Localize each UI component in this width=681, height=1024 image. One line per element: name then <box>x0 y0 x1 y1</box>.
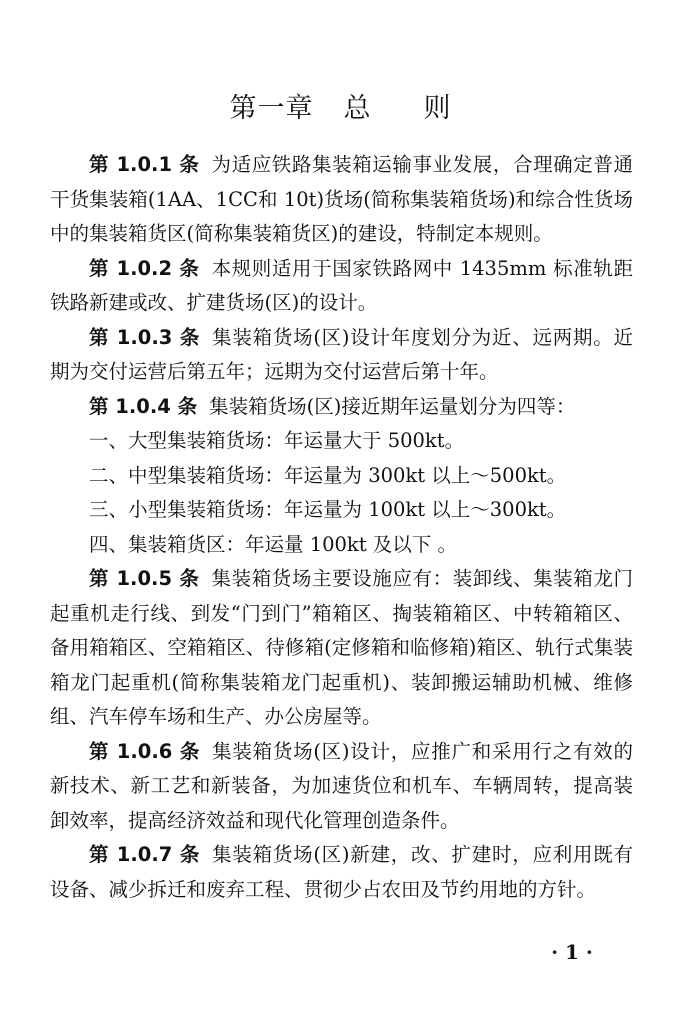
article-text: 集装箱货场主要设施应有：装卸线、集装箱龙门起重机走行线、到发“门到门”箱箱区、掏装箱箱区、中转箱箱区、备用箱箱区、空箱箱区、待修箱(定修箱和临修箱)箱区、轨行式集装箱龙门起重机(简称集装箱龙门起重机)、装卸搬运辅助机械、维修组、汽车停车场和生产、办公房屋等。 <box>50 567 633 728</box>
chapter-body <box>50 148 633 907</box>
article-number: 第 1.0.7 条 <box>89 843 201 866</box>
article-text: 本规则适用于国家铁路网中 1435mm 标准轨距铁路新建或改、扩建货场(区)的设计。 <box>50 256 633 314</box>
grade-list-item: 二、中型集装箱货场：年运量为 300kt 以上～500kt。 <box>89 463 567 487</box>
page-number: · 1 · <box>551 940 593 964</box>
article-1-0-6 <box>50 735 633 839</box>
article-text: 集装箱货场(区)设计，应推广和采用行之有效的新技术、新工艺和新装备，为加速货位和机车、车辆周转，提高装卸效率，提高经济效益和现代化管理创造条件。 <box>50 739 633 832</box>
article-number: 第 1.0.3 条 <box>89 325 201 349</box>
article-number: 第 1.0.1 条 <box>89 153 200 176</box>
article-1-0-3 <box>50 321 633 390</box>
article-text: 集装箱货场(区)设计年度划分为近、远两期。近期为交付运营后第五年；远期为交付运营后第十年。 <box>50 325 633 383</box>
article-number: 第 1.0.6 条 <box>89 739 201 763</box>
grade-list-item: 三、小型集装箱货场：年运量为 100kt 以上～300kt。 <box>89 498 567 521</box>
article-number: 第 1.0.4 条 <box>89 394 198 418</box>
article-number: 第 1.0.2 条 <box>89 256 200 280</box>
article-text: 集装箱货场(区)新建，改、扩建时，应利用既有设备、减少拆迁和废弃工程、贯彻少占农田及节约用地的方针。 <box>50 843 633 901</box>
article-1-0-5 <box>50 562 633 735</box>
chapter-title <box>0 86 681 125</box>
chapter-number: 第一章 <box>229 93 314 124</box>
article-1-0-7 <box>50 838 633 907</box>
grade-list-item: 一、大型集装箱货场：年运量大于 500kt。 <box>89 429 465 452</box>
article-number: 第 1.0.5 条 <box>89 567 200 590</box>
article-1-0-4 <box>50 390 633 425</box>
article-1-0-1 <box>50 148 633 252</box>
grade-list-item: 四、集装箱货区：年运量 100kt 及以下 。 <box>89 532 457 556</box>
chapter-title-part1: 总 <box>343 93 372 124</box>
article-1-0-2 <box>50 252 633 321</box>
article-text: 集装箱货场(区)接近期年运量划分为四等： <box>209 394 576 418</box>
article-text: 为适应铁路集装箱运输事业发展，合理确定普通干货集装箱(1AA、1CC和 10t)货场(简称集装箱货场)和综合性货场中的集装箱货区(简称集装箱货区)的建设，特制定本规则。 <box>50 153 633 245</box>
chapter-title-part2: 则 <box>423 93 452 124</box>
